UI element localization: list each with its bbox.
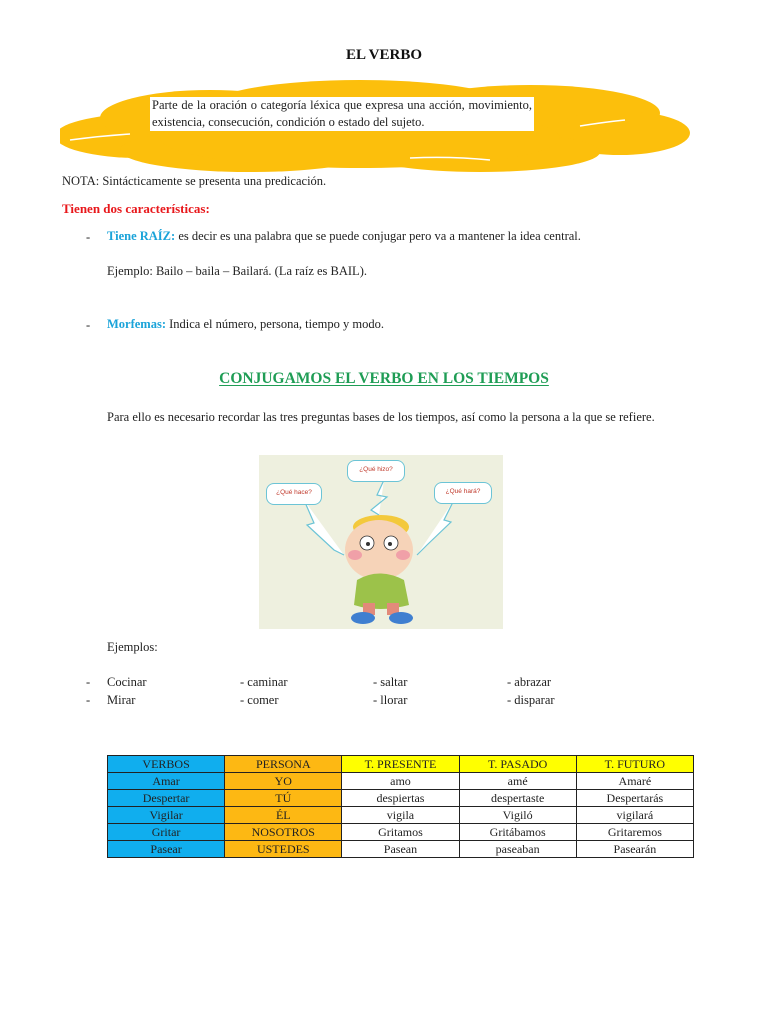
cell-presente: despiertas	[342, 790, 459, 807]
example-word: Cocinar	[107, 675, 147, 689]
cell-verbo: Amar	[108, 773, 225, 790]
section-title: CONJUGAMOS EL VERBO EN LOS TIEMPOS	[219, 370, 549, 387]
document-title: EL VERBO	[345, 47, 422, 63]
header-pasado: T. PASADO	[459, 756, 576, 773]
morfemas-label: Morfemas:	[107, 317, 166, 331]
speech-bubble: ¿Qué hizo?	[347, 460, 405, 482]
examples-label: Ejemplos:	[107, 640, 158, 654]
example-dash: -	[86, 693, 91, 707]
raiz-label: Tiene RAÍZ:	[107, 229, 176, 243]
cell-verbo: Pasear	[108, 841, 225, 858]
example-word: - saltar	[373, 675, 408, 689]
nota-text: NOTA: Sintácticamente se presenta una predicación.	[62, 174, 327, 188]
bullet-raiz	[107, 229, 581, 244]
conjugation-table	[107, 755, 694, 858]
cell-presente: amo	[342, 773, 459, 790]
cell-persona: USTEDES	[225, 841, 342, 858]
cell-persona: YO	[225, 773, 342, 790]
header-verbos: VERBOS	[108, 756, 225, 773]
cell-presente: vigila	[342, 807, 459, 824]
speech-bubble: ¿Qué hace?	[266, 483, 322, 505]
cell-persona: TÚ	[225, 790, 342, 807]
cell-verbo: Vigilar	[108, 807, 225, 824]
cell-pasado: paseaban	[459, 841, 576, 858]
example-word: - caminar	[240, 675, 288, 689]
table-row	[108, 841, 694, 858]
bullet-dash: -	[86, 318, 91, 332]
definition-text: Parte de la oración o categoría léxica que expresa una acción, movimiento, existencia, consecución, condición o estado del sujeto.	[152, 98, 532, 129]
characteristics-heading: Tienen dos características:	[62, 201, 210, 216]
bullet-dash: -	[86, 230, 91, 244]
cell-pasado: Vigiló	[459, 807, 576, 824]
cell-futuro: Despertarás	[576, 790, 693, 807]
speech-bubble: ¿Qué hará?	[434, 482, 492, 504]
morfemas-text: Indica el número, persona, tiempo y modo.	[166, 317, 384, 331]
table-row	[108, 807, 694, 824]
table-row	[108, 790, 694, 807]
cell-futuro: Pasearán	[576, 841, 693, 858]
example-word: - disparar	[507, 693, 555, 707]
example-word: - llorar	[373, 693, 408, 707]
cell-verbo: Gritar	[108, 824, 225, 841]
table-header-row	[108, 756, 694, 773]
cell-persona: NOSOTROS	[225, 824, 342, 841]
header-persona: PERSONA	[225, 756, 342, 773]
example-word: - comer	[240, 693, 279, 707]
illustration-boy-questions	[259, 455, 503, 629]
cell-verbo: Despertar	[108, 790, 225, 807]
cell-presente: Pasean	[342, 841, 459, 858]
bullet-morfemas	[107, 317, 384, 332]
header-presente: T. PRESENTE	[342, 756, 459, 773]
example-dash: -	[86, 675, 91, 689]
cell-futuro: Gritaremos	[576, 824, 693, 841]
table-row	[108, 824, 694, 841]
table-row	[108, 773, 694, 790]
example-word: - abrazar	[507, 675, 552, 689]
section-paragraph: Para ello es necesario recordar las tres preguntas bases de los tiempos, así como la persona a la que se refiere.	[107, 410, 655, 424]
cell-futuro: Amaré	[576, 773, 693, 790]
raiz-text: es decir es una palabra que se puede conjugar pero va a mantener la idea central.	[175, 229, 581, 243]
cell-futuro: vigilará	[576, 807, 693, 824]
cell-pasado: despertaste	[459, 790, 576, 807]
cell-presente: Gritamos	[342, 824, 459, 841]
raiz-example: Ejemplo: Bailo – baila – Bailará. (La raíz es BAIL).	[107, 264, 367, 278]
example-word: Mirar	[107, 693, 136, 707]
cell-pasado: Gritábamos	[459, 824, 576, 841]
cell-persona: ÉL	[225, 807, 342, 824]
cell-pasado: amé	[459, 773, 576, 790]
header-futuro: T. FUTURO	[576, 756, 693, 773]
